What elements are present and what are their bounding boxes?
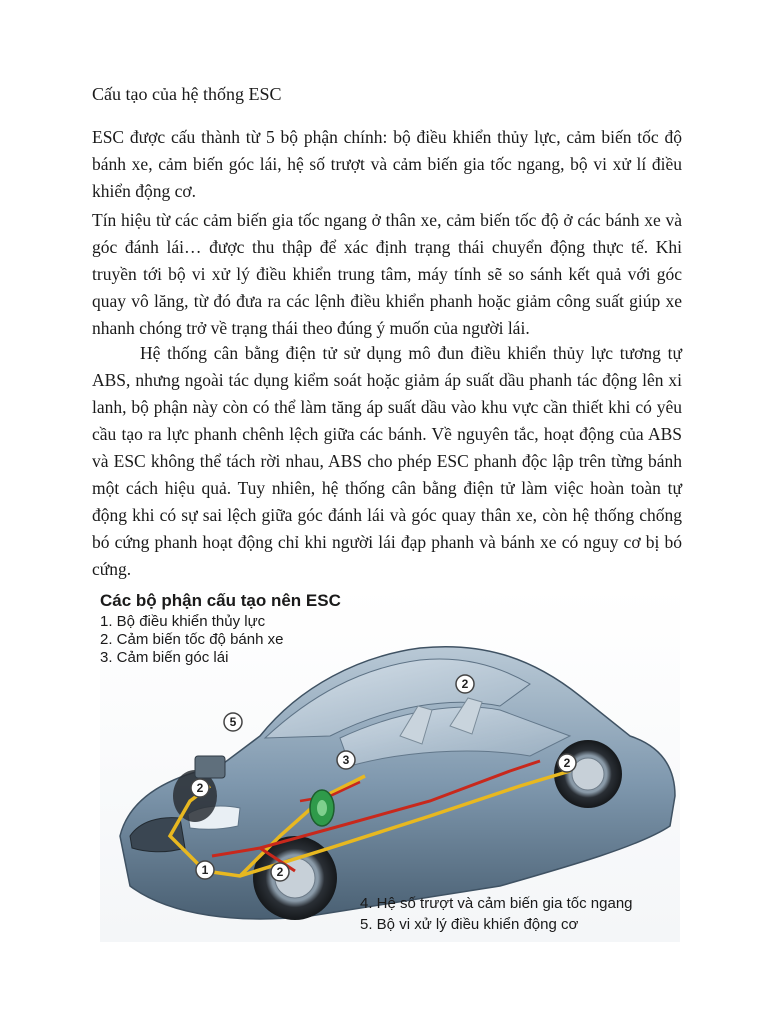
marker-3 — [337, 751, 355, 769]
svg-text:2: 2 — [563, 756, 571, 770]
svg-text:2: 2 — [196, 781, 204, 795]
svg-text:2: 2 — [461, 677, 469, 691]
svg-text:3: 3 — [342, 753, 350, 767]
paragraph-1: ESC được cấu thành từ 5 bộ phận chính: bộ điều khiển thủy lực, cảm biến tốc độ bánh xe, cảm biến góc lái, hệ số trượt và cảm biến gia tốc ngang, bộ vi xử lí điều khiển động cơ. — [92, 127, 682, 201]
legend-item-5: 5. Bộ vi xử lý điều khiển động cơ — [360, 916, 579, 933]
legend-item-2: 2. Cảm biến tốc độ bánh xe — [100, 631, 284, 648]
legend-item-4: 4. Hệ số trượt và cảm biến gia tốc ngang — [360, 895, 633, 912]
marker-2-front-right — [271, 863, 289, 881]
esc-diagram-figure — [100, 586, 680, 942]
legend-item-3: 3. Cảm biến góc lái — [100, 649, 229, 666]
paragraph-3: Hệ thống cân bằng điện tử sử dụng mô đun điều khiển thủy lực tương tự ABS, nhưng ngoài tác dụng kiểm soát hoặc giảm áp suất dầu phanh tác động lên xi lanh, bộ phận này còn có thể làm tăng áp suất dầu vào khu vực cần thiết khi có yêu cầu tạo ra lực phanh chênh lệch giữa các bánh. Về nguyên tắc, hoạt động của ABS và ESC không thể tách rời nhau, ABS cho phép ESC phanh độc lập trên từng bánh một cách hiệu quả. Tuy nhiên, hệ thống cân bằng điện tử làm việc hoàn toàn tự động khi có sự sai lệch giữa góc đánh lái và góc quay thân xe, còn hệ thống chống bó cứng phanh hoạt động chỉ khi người lái đạp phanh và bánh xe có nguy cơ bị bó cứng. — [92, 343, 682, 579]
figure-title: Các bộ phận cấu tạo nên ESC — [100, 591, 341, 610]
marker-5 — [224, 713, 242, 731]
legend-item-1: 1. Bộ điều khiển thủy lực — [100, 613, 266, 630]
paragraph-2: Tín hiệu từ các cảm biến gia tốc ngang ở thân xe, cảm biến tốc độ ở các bánh xe và góc đánh lái… được thu thập để xác định trạng thái chuyển động thực tế. Khi truyền tới bộ vi xử lý điều khiển trung tâm, máy tính sẽ so sánh kết quả với góc quay vô lăng, từ đó đưa ra các lệnh điều khiển phanh hoặc giảm công suất giúp xe nhanh chóng trở về trạng thái theo đúng ý muốn của người lái. — [92, 210, 682, 338]
hydraulic-control-module — [310, 790, 334, 826]
car-illustration — [100, 586, 680, 942]
svg-text:2: 2 — [276, 865, 284, 879]
marker-2-front-left — [191, 779, 209, 797]
section-heading: Cấu tạo của hệ thống ESC — [92, 84, 282, 104]
svg-text:1: 1 — [201, 863, 209, 877]
marker-2-rear-right — [558, 754, 576, 772]
marker-1 — [196, 861, 214, 879]
marker-2-rear-top — [456, 675, 474, 693]
control-unit — [195, 756, 225, 778]
svg-text:5: 5 — [229, 715, 237, 729]
